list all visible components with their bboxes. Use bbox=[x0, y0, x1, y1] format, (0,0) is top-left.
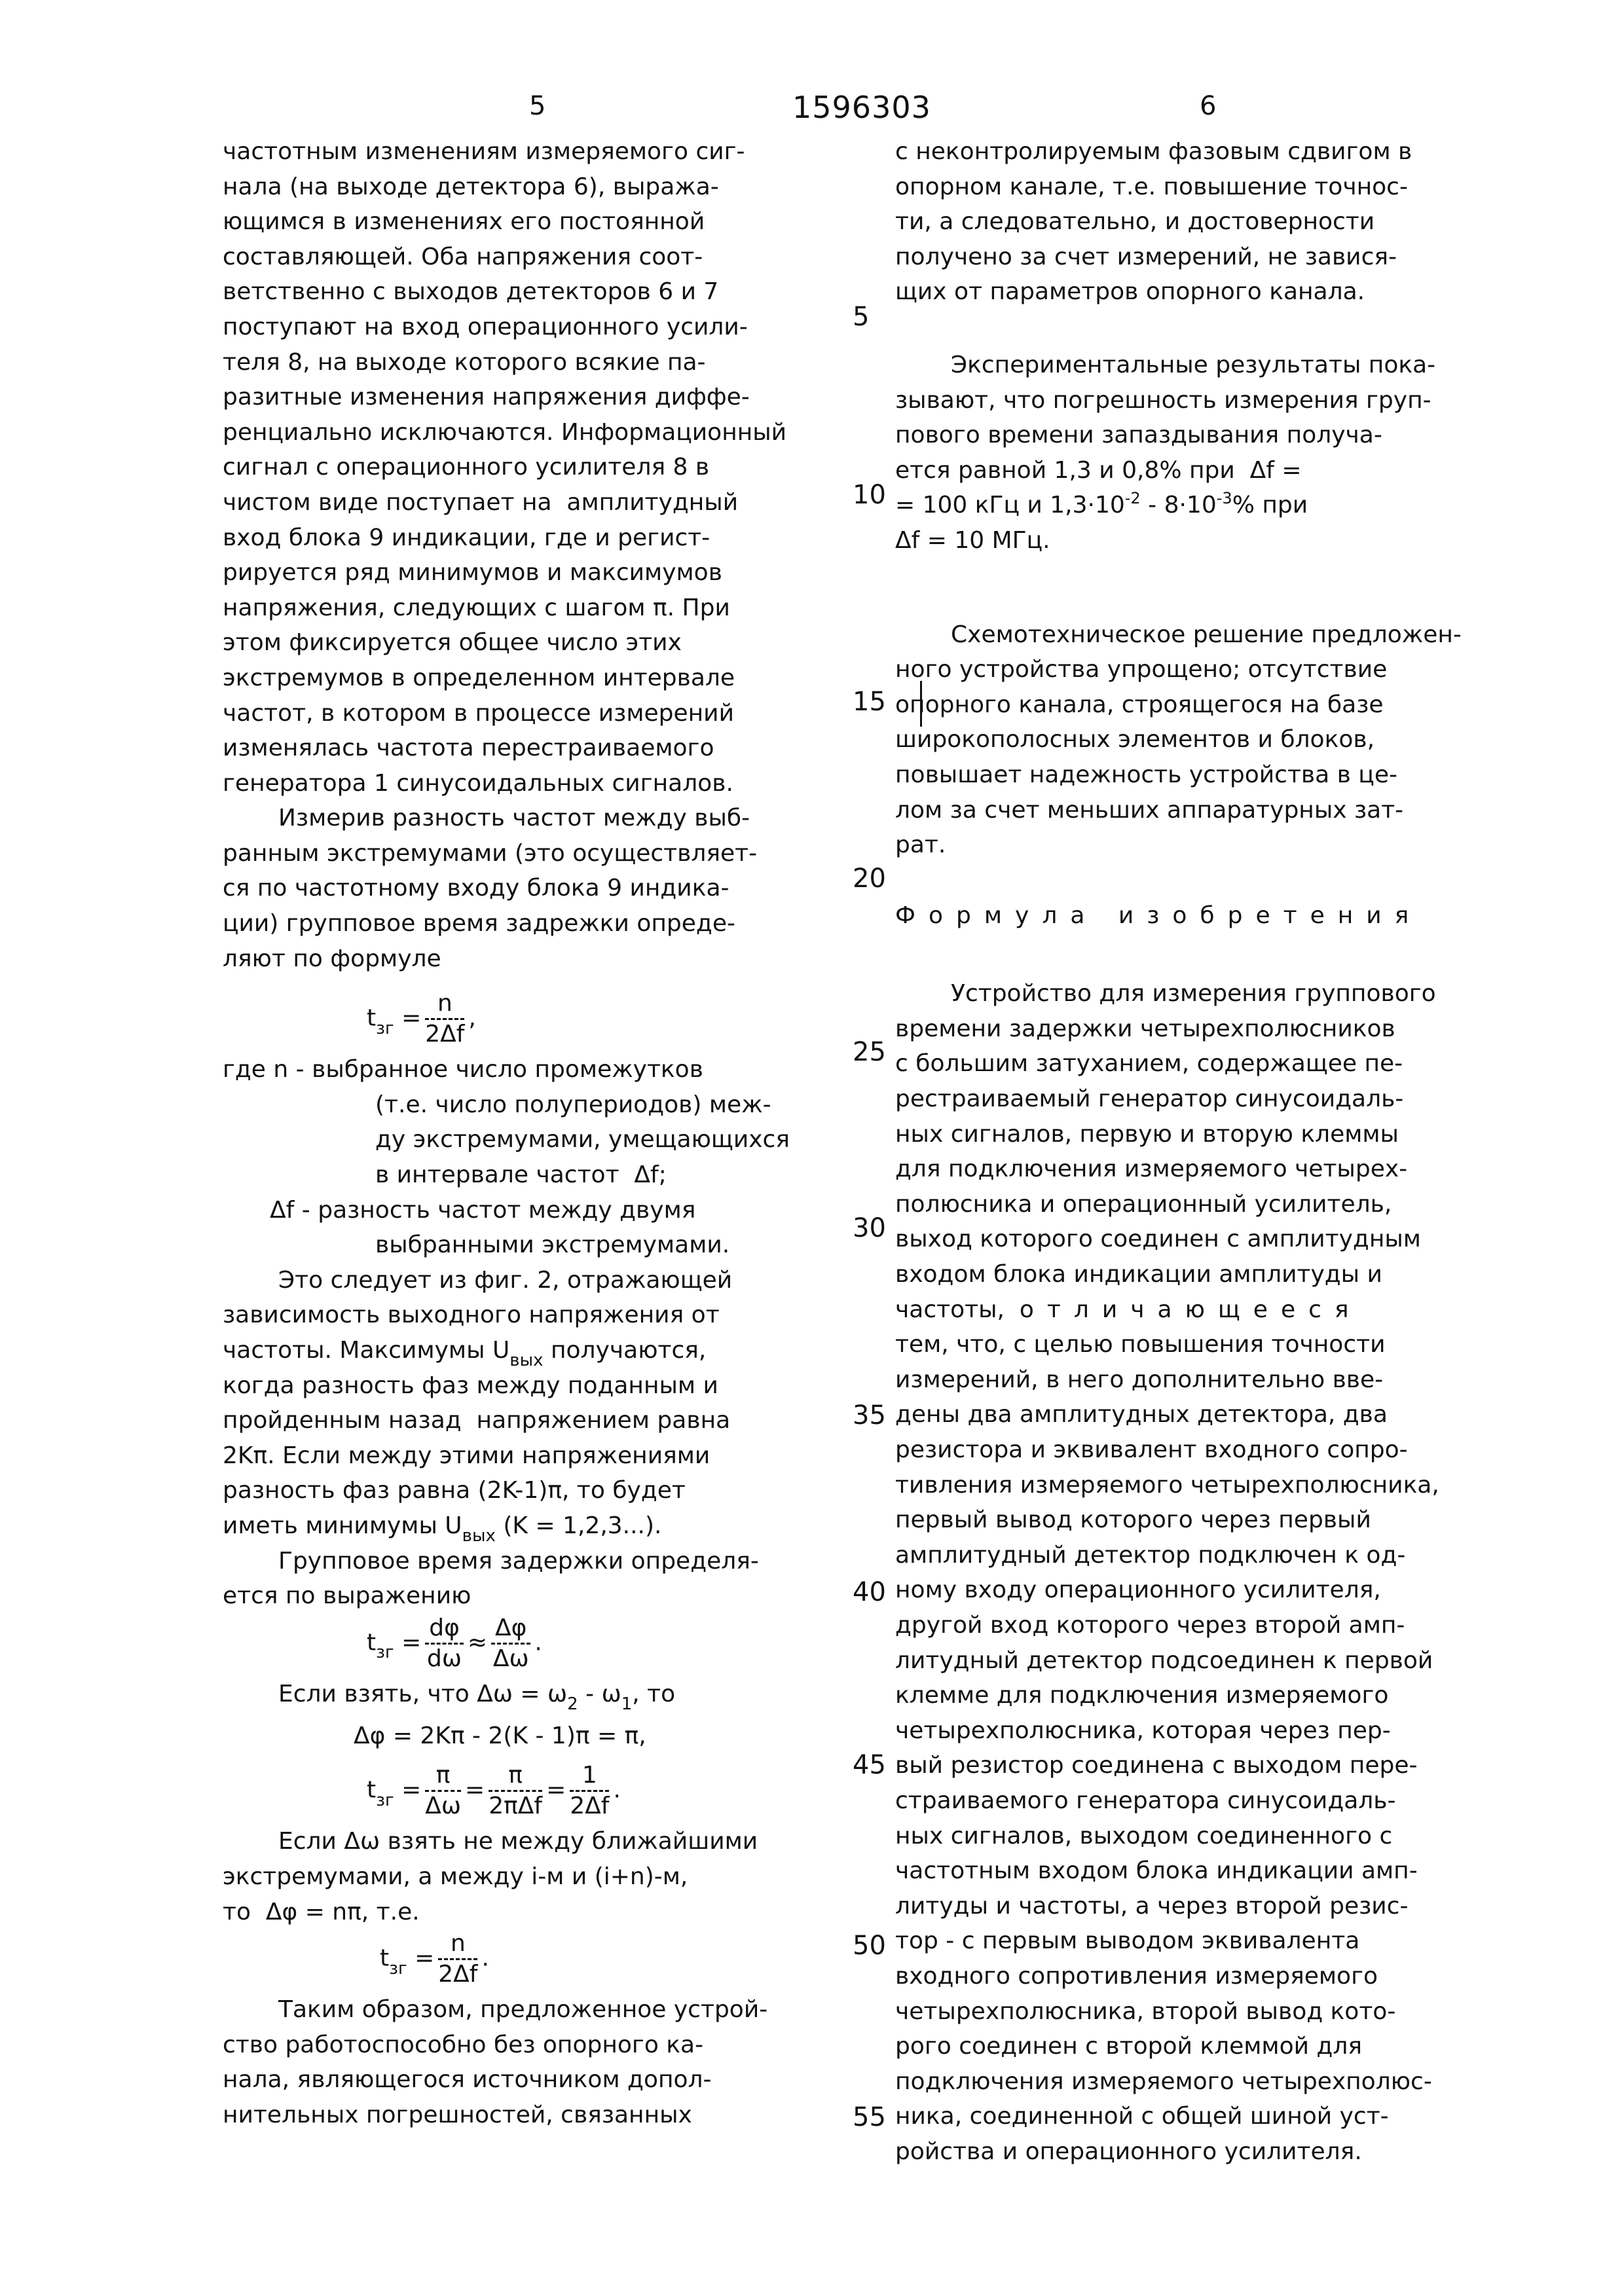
paragraph bbox=[223, 1263, 864, 1544]
text-line: опорного канала, строящегося на базе bbox=[895, 687, 1589, 723]
formula-group-delay-derivation bbox=[223, 1761, 864, 1824]
fraction bbox=[425, 1614, 464, 1673]
text-line: составляющей. Оба напряжения соот- bbox=[223, 240, 864, 275]
definition-term: где n bbox=[223, 1056, 288, 1083]
text-line: рестраиваемый генератор синусоидаль- bbox=[895, 1082, 1589, 1117]
spacer bbox=[895, 310, 1589, 348]
text-line bbox=[223, 1333, 864, 1368]
text-line: теля 8, на выходе которого всякие па- bbox=[223, 345, 864, 380]
subscript: 1 bbox=[621, 1694, 633, 1714]
text-span: - ω bbox=[578, 1681, 621, 1707]
text-span: Если взять, что Δω = ω bbox=[278, 1681, 567, 1707]
text-line: частотным изменениям измеряемого сиг- bbox=[223, 134, 864, 170]
text-line: ти, а следовательно, и достоверности bbox=[895, 204, 1589, 240]
text-line bbox=[223, 1508, 864, 1544]
patent-number: 1596303 bbox=[792, 92, 931, 123]
paragraph bbox=[223, 801, 864, 976]
text-line: получено за счет измерений, не завися- bbox=[895, 240, 1589, 275]
numerator: n bbox=[438, 1929, 477, 1960]
text-line: этом фиксируется общее число этих bbox=[223, 625, 864, 661]
text-line: ляют по формуле bbox=[223, 941, 864, 977]
fraction bbox=[438, 1929, 477, 1989]
line-number: 30 bbox=[853, 1212, 886, 1244]
fraction bbox=[425, 989, 464, 1049]
distinguishing-word: отличающееся bbox=[1020, 1296, 1362, 1323]
text-line: измерений, в него дополнительно вве- bbox=[895, 1362, 1589, 1398]
line-number: 5 bbox=[853, 301, 869, 333]
subscript: вых bbox=[462, 1526, 496, 1546]
text-line: другой вход которого через второй амп- bbox=[895, 1608, 1589, 1643]
fraction bbox=[491, 1614, 530, 1673]
text-line: Это следует из фиг. 2, отражающей bbox=[223, 1263, 864, 1298]
text-line: ренциально исключаются. Информационный bbox=[223, 415, 864, 450]
definition-dash: - bbox=[302, 1197, 310, 1224]
text-line: ному входу операционного усилителя, bbox=[895, 1573, 1589, 1608]
page-number-left: 5 bbox=[529, 90, 545, 122]
line-number: 50 bbox=[853, 1930, 886, 1961]
text-span: частоты, bbox=[895, 1296, 1005, 1323]
denominator: 2πΔf bbox=[489, 1792, 542, 1821]
text-line: ных сигналов, выходом соединенного с bbox=[895, 1819, 1589, 1854]
text-span: иметь минимумы U bbox=[223, 1512, 462, 1539]
text-line: пового времени запаздывания получа- bbox=[895, 418, 1589, 453]
text-line: вый резистор соединена с выходом пере- bbox=[895, 1748, 1589, 1783]
text-line: чистом виде поступает на амплитудный bbox=[223, 485, 864, 520]
text-line: времени задержки четырехполюсников bbox=[895, 1011, 1589, 1047]
definition-text: выбранное число промежутков bbox=[312, 1056, 703, 1083]
formula-subscript: зг bbox=[376, 1643, 394, 1662]
paragraph bbox=[223, 1992, 864, 2132]
text-line: широкополосных элементов и блоков, bbox=[895, 722, 1589, 757]
formula-group-delay bbox=[223, 989, 864, 1052]
formula-operator: = bbox=[401, 1005, 421, 1032]
text-line: разность фаз равна (2K-1)π, то будет bbox=[223, 1473, 864, 1508]
text-line: выбранными экстремумами. bbox=[223, 1228, 864, 1263]
text-line: вход блока 9 индикации, где и регист- bbox=[223, 520, 864, 556]
right-column bbox=[895, 134, 1589, 2169]
text-span: , то bbox=[632, 1681, 675, 1707]
text-line: с большим затуханием, содержащее пе- bbox=[895, 1046, 1589, 1082]
paragraph bbox=[223, 1824, 864, 1929]
text-line: нала, являющегося источником допол- bbox=[223, 2062, 864, 2098]
left-column bbox=[223, 134, 864, 2133]
text-line: экстремумов в определенном интервале bbox=[223, 661, 864, 696]
text-line: ство работоспособно без опорного ка- bbox=[223, 2028, 864, 2063]
text-line: резистора и эквивалент входного сопро- bbox=[895, 1432, 1589, 1468]
paragraph bbox=[895, 617, 1589, 863]
text-line bbox=[895, 1292, 1589, 1328]
text-line: тем, что, с целью повышения точности bbox=[895, 1327, 1589, 1362]
text-line: поступают на вход операционного усили- bbox=[223, 310, 864, 345]
line-number: 45 bbox=[853, 1749, 886, 1781]
formula-operator: = bbox=[415, 1945, 434, 1972]
line-number: 10 bbox=[853, 479, 886, 511]
subscript: 2 bbox=[567, 1694, 578, 1714]
numerator: n bbox=[425, 989, 464, 1020]
formula-operator: = bbox=[401, 1629, 421, 1656]
formula-phase-difference: Δφ = 2Kπ - 2(K - 1)π = π, bbox=[223, 1711, 864, 1761]
text-line: 2Kπ. Если между этими напряжениями bbox=[223, 1438, 864, 1474]
formula-group-delay-final bbox=[223, 1929, 864, 1992]
paragraph bbox=[895, 348, 1589, 558]
text-line: разитные изменения напряжения диффе- bbox=[223, 380, 864, 415]
text-line: ника, соединенной с общей шиной уст- bbox=[895, 2099, 1589, 2134]
text-line: напряжения, следующих с шагом π. При bbox=[223, 591, 864, 626]
text-line bbox=[895, 488, 1589, 523]
formula-subscript: зг bbox=[376, 1019, 394, 1038]
text-line: ного устройства упрощено; отсутствие bbox=[895, 652, 1589, 687]
spacer bbox=[895, 933, 1589, 976]
text-line: тор - с первым выводом эквивалента bbox=[895, 1923, 1589, 1959]
text-line: для подключения измеряемого четырех- bbox=[895, 1152, 1589, 1187]
line-number: 55 bbox=[853, 2102, 886, 2133]
formula-symbol: t bbox=[367, 1777, 376, 1804]
numerator: Δφ bbox=[491, 1614, 530, 1645]
numerator: π bbox=[489, 1761, 542, 1792]
text-line: экстремумами, а между i-м и (i+n)-м, bbox=[223, 1859, 864, 1895]
text-line: частотным входом блока индикации амп- bbox=[895, 1853, 1589, 1889]
formula-symbol: t bbox=[367, 1005, 376, 1032]
text-line: ется по выражению bbox=[223, 1578, 864, 1614]
page-number-right: 6 bbox=[1200, 90, 1216, 122]
numerator: 1 bbox=[570, 1761, 609, 1792]
text-line: входного сопротивления измеряемого bbox=[895, 1959, 1589, 1994]
text-span: % при bbox=[1232, 492, 1308, 519]
line-number: 40 bbox=[853, 1576, 886, 1608]
text-line: тивления измеряемого четырехполюсника, bbox=[895, 1468, 1589, 1503]
line-number: 20 bbox=[853, 863, 886, 894]
text-line: лом за счет меньших аппаратурных зат- bbox=[895, 793, 1589, 828]
text-line: генератора 1 синусоидальных сигналов. bbox=[223, 766, 864, 801]
text-line: клемме для подключения измеряемого bbox=[895, 1678, 1589, 1713]
denominator: 2Δf bbox=[438, 1960, 477, 1989]
formula-subscript: зг bbox=[376, 1791, 394, 1810]
text-span: - 8·10 bbox=[1141, 492, 1217, 519]
text-line: Устройство для измерения группового bbox=[895, 976, 1589, 1011]
text-line: в интервале частот Δf; bbox=[223, 1157, 864, 1193]
text-line: опорном канале, т.е. повышение точнос- bbox=[895, 170, 1589, 205]
denominator: 2Δf bbox=[570, 1792, 609, 1821]
text-line: Измерив разность частот между выб- bbox=[223, 801, 864, 836]
text-line: ройства и операционного усилителя. bbox=[895, 2134, 1589, 2170]
formula-punct: . bbox=[481, 1945, 489, 1972]
text-line: выход которого соединен с амплитудным bbox=[895, 1222, 1589, 1257]
formula-operator: = bbox=[465, 1777, 485, 1804]
formula-derivative bbox=[223, 1614, 864, 1677]
formula-operator: ≈ bbox=[468, 1629, 487, 1656]
text-line: первый вывод которого через первый bbox=[895, 1503, 1589, 1538]
text-line: дены два амплитудных детектора, два bbox=[895, 1397, 1589, 1432]
text-line: литуды и частоты, а через второй резис- bbox=[895, 1889, 1589, 1924]
fraction bbox=[489, 1761, 542, 1821]
text-line: нала (на выходе детектора 6), выража- bbox=[223, 170, 864, 205]
definition-dash: - bbox=[296, 1056, 304, 1083]
definition-term: Δf bbox=[270, 1197, 294, 1224]
formula-punct: . bbox=[534, 1629, 542, 1656]
formula-punct: , bbox=[468, 1005, 475, 1032]
paragraph bbox=[895, 134, 1589, 310]
text-line: (т.е. число полупериодов) меж- bbox=[223, 1087, 864, 1123]
formula-operator: = bbox=[401, 1777, 421, 1804]
text-line: сигнал с операционного усилителя 8 в bbox=[223, 450, 864, 485]
denominator: dω bbox=[425, 1645, 464, 1673]
text-line: ных сигналов, первую и вторую клеммы bbox=[895, 1117, 1589, 1152]
text-line: страиваемого генератора синусоидаль- bbox=[895, 1783, 1589, 1819]
numerator: π bbox=[425, 1761, 461, 1792]
denominator: Δω bbox=[425, 1792, 461, 1821]
text-line: Экспериментальные результаты пока- bbox=[895, 348, 1589, 383]
superscript: -3 bbox=[1217, 489, 1232, 507]
paragraph bbox=[223, 1544, 864, 1614]
fraction bbox=[425, 1761, 461, 1821]
text-line: Δf = 10 МГц. bbox=[895, 523, 1589, 558]
text-line: пройденным назад напряжением равна bbox=[223, 1403, 864, 1438]
formula-subscript: зг bbox=[389, 1959, 407, 1978]
text-line: ется равной 1,3 и 0,8% при Δf = bbox=[895, 453, 1589, 488]
line-number: 35 bbox=[853, 1400, 886, 1431]
definition-item bbox=[223, 1193, 864, 1228]
claims-paragraph bbox=[895, 976, 1589, 2169]
text-line: ветственно с выходов детекторов 6 и 7 bbox=[223, 274, 864, 310]
text-line: полюсника и операционный усилитель, bbox=[895, 1187, 1589, 1222]
formula-symbol: t bbox=[380, 1945, 389, 1972]
text-line: подключения измеряемого четырехполюс- bbox=[895, 2064, 1589, 2100]
subscript: вых bbox=[509, 1351, 543, 1370]
denominator: Δω bbox=[491, 1645, 530, 1673]
formula-operator: = bbox=[546, 1777, 566, 1804]
paragraph bbox=[223, 134, 864, 801]
text-line: зависимость выходного напряжения от bbox=[223, 1298, 864, 1333]
text-line: четырехполюсника, которая через пер- bbox=[895, 1713, 1589, 1749]
definition-item bbox=[223, 1052, 864, 1087]
text-span: = 100 кГц и 1,3·10 bbox=[895, 492, 1125, 519]
text-line: амплитудный детектор подключен к од- bbox=[895, 1538, 1589, 1573]
spacer bbox=[895, 558, 1589, 617]
text-span: частоты. Максимумы U bbox=[223, 1337, 509, 1364]
text-line: литудный детектор подсоединен к первой bbox=[895, 1643, 1589, 1679]
text-line: то Δφ = nπ, т.е. bbox=[223, 1895, 864, 1930]
text-line: рого соединен с второй клеммой для bbox=[895, 2029, 1589, 2064]
text-line: входом блока индикации амплитуды и bbox=[895, 1257, 1589, 1292]
text-line: ющимся в изменениях его постоянной bbox=[223, 204, 864, 240]
text-line: ся по частотному входу блока 9 индика- bbox=[223, 871, 864, 906]
text-line: Схемотехническое решение предложен- bbox=[895, 617, 1589, 653]
claims-heading: Формула изобретения bbox=[895, 898, 1589, 934]
text-line: четырехполюсника, второй вывод кото- bbox=[895, 1994, 1589, 2030]
superscript: -2 bbox=[1125, 489, 1141, 507]
text-line: повышает надежность устройства в це- bbox=[895, 757, 1589, 793]
text-line: ции) групповое время задрежки опреде- bbox=[223, 906, 864, 941]
text-span: получаются, bbox=[544, 1337, 707, 1364]
text-line: щих от параметров опорного канала. bbox=[895, 274, 1589, 310]
text-span: (K = 1,2,3...). bbox=[496, 1512, 662, 1539]
text-line: Если Δω взять не между ближайшими bbox=[223, 1824, 864, 1859]
formula-punct: . bbox=[613, 1777, 620, 1804]
text-line: ранным экстремумами (это осуществляет- bbox=[223, 836, 864, 871]
numerator: dφ bbox=[425, 1614, 464, 1645]
definition-list bbox=[223, 1052, 864, 1263]
text-line: зывают, что погрешность измерения груп- bbox=[895, 383, 1589, 418]
text-line: нительных погрешностей, связанных bbox=[223, 2098, 864, 2133]
line-number: 15 bbox=[853, 686, 886, 718]
denominator: 2Δf bbox=[425, 1020, 464, 1049]
text-line: изменялась частота перестраиваемого bbox=[223, 731, 864, 766]
text-line: Таким образом, предложенное устрой- bbox=[223, 1992, 864, 2028]
fraction bbox=[570, 1761, 609, 1821]
text-line: с неконтролируемым фазовым сдвигом в bbox=[895, 134, 1589, 170]
text-line: когда разность фаз между поданным и bbox=[223, 1368, 864, 1404]
spacer bbox=[895, 863, 1589, 898]
text-line: рат. bbox=[895, 828, 1589, 863]
text-line: Групповое время задержки определя- bbox=[223, 1544, 864, 1579]
definition-text: разность частот между двумя bbox=[318, 1197, 695, 1224]
text-line: частот, в котором в процессе измерений bbox=[223, 696, 864, 731]
text-line: ду экстремумами, умещающихся bbox=[223, 1122, 864, 1157]
line-number: 25 bbox=[853, 1036, 886, 1068]
text-line bbox=[223, 1677, 864, 1712]
formula-symbol: t bbox=[367, 1629, 376, 1656]
text-line: рируется ряд минимумов и максимумов bbox=[223, 555, 864, 591]
